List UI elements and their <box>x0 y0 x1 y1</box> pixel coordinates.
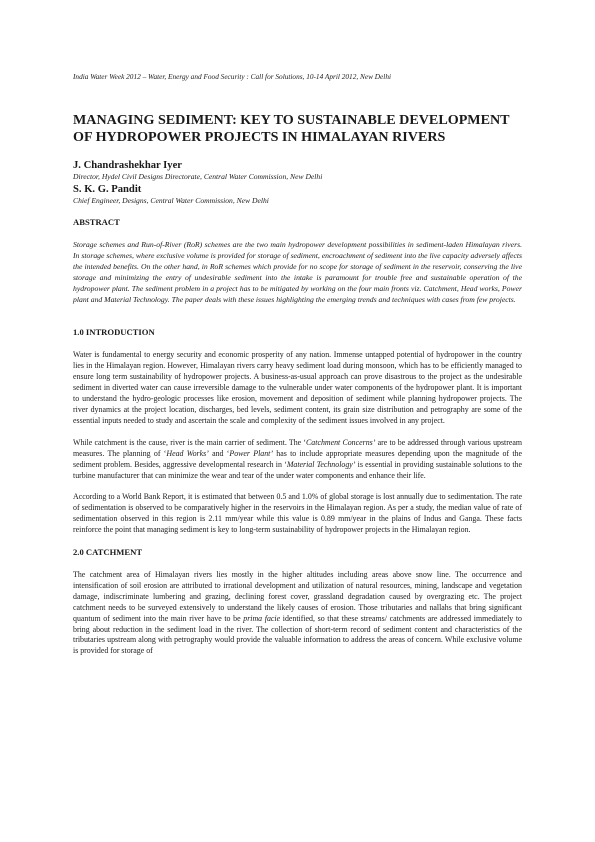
author-name: J. Chandrashekhar Iyer <box>73 160 182 171</box>
author-affiliation: Director, Hydel Civil Designs Directorate, Central Water Commission, New Delhi <box>73 172 323 181</box>
emphasis-run: Power Plant’ <box>229 448 273 458</box>
text-run: The catchment area of Himalayan rivers lies mostly in the higher altitudes including areas above snow line. The occurrence and intensification of soil erosion are attributed to irrational development and utilization of natural resources, mining, landscape and vegetation damage, indiscriminate lumbering and grazing, declining forest cover, grassland degradation caused by overgrazing etc. The project catchment needs to be surveyed extensively to understand the likely causes of erosion. Those tributaries and nallahs that bring significant quantum of sediment into the main river have to be <box>73 570 522 623</box>
body-paragraph: Water is fundamental to energy security and economic prosperity of any nation. Immense untapped potential of hydropower in the country lies in the Himalayan region. However, Himalayan rivers carry heavy sediment load during monsoon, which has to be efficiently managed to ensure long term sustainability of hydropower projects. A business-as-usual approach can prove disastrous to the project as the undesirable sediment in diverted water can cause irreversible damage to the vulnerable under water components of the hydropower plant. It is important to understand the hydro-geologic processes like erosion, movement and deposition of sediment while planning hydropower projects. The river dynamics at the project location, discharges, bed levels, sediment content, its grain size distribution and petrography are some of the essential inputs needed to study and ascertain the scale and complexity of the sediment issues involved in any project. <box>73 350 522 425</box>
emphasis-run: Head Works’ <box>166 448 209 458</box>
text-run: are to be addressed through various upstream measures. The planning of ‘ <box>73 437 522 458</box>
author-name: S. K. G. Pandit <box>73 184 142 195</box>
body-paragraph: According to a World Bank Report, it is estimated that between 0.5 and 1.0% of global storage is lost annually due to sedimentation. The rate of sedimentation is observed to be comparatively higher in the reservoirs in the Himalayan region. As per a study, the median value of rate of sedimentation observed in this region is 2.11 mm/year while this value is 0.89 mm/year in the plains of Indus and Ganga. These facts reinforce the point that managing sediment is key to long-term sustainability of hydropower projects in the Himalayan region. <box>73 492 522 535</box>
author-affiliation: Chief Engineer, Designs, Central Water Commission, New Delhi <box>73 196 269 205</box>
abstract-text: Storage schemes and Run-of-River (RoR) schemes are the two main hydropower development possibilities in sediment-laden Himalayan rivers. In storage schemes, where exclusive volume is provided for storage of sediment, encroachment of sediment into the live capacity adversely affects the intended benefits. On the other hand, in RoR schemes which provide for no scope for storage of sediment in the reservoir, conserving the live storage and minimizing the entry of undesirable sediment into the intake is paramount for trouble free and sustainable operation of the hydropower plant. The sediment problem in a project has to be mitigated by working on the four main fronts viz. Catchment, Head works, Power plant and Material Technology. The paper deals with these issues highlighting the emerging trends and techniques with cases from few projects. <box>73 240 522 304</box>
catchment-heading: 2.0 CATCHMENT <box>73 547 143 558</box>
emphasis-run: prima facie <box>243 613 281 623</box>
text-run: While catchment is the cause, river is the main carrier of sediment. The ‘ <box>73 437 307 447</box>
text-run: has to include appropriate measures depending upon the magnitude of the sediment problem. Besides, aggressive developmental research in ‘ <box>73 448 522 469</box>
emphasis-run: Material Technology’ <box>286 459 356 469</box>
abstract-heading: ABSTRACT <box>73 217 120 227</box>
text-run: identified, so that these streams/ catchments are addressed immediately to bring about reduction in the sediment load in the river. The collection of short-term record of sediment content and characteristics of the tributaries upstream along with petrography would provide the valuable information to address the areas of concern. While exclusive volume is provided for storage of <box>73 613 523 656</box>
body-paragraph <box>73 438 522 482</box>
introduction-heading: 1.0 INTRODUCTION <box>73 327 155 338</box>
running-header: India Water Week 2012 – Water, Energy and Food Security : Call for Solutions, 10-14 April 2012, New Delhi <box>73 72 391 81</box>
body-paragraph <box>73 570 522 657</box>
text-run: and ‘ <box>208 448 230 458</box>
paper-title: MANAGING SEDIMENT: KEY TO SUSTAINABLE DEVELOPMENT OF HYDROPOWER PROJECTS IN HIMALAYAN RIVERS <box>73 112 510 145</box>
emphasis-run: Catchment Concerns’ <box>306 437 376 447</box>
text-run: is essential in providing sustainable solutions to the turbine manufacturer that can minimize the wear and tear of the under water components and enhance their life. <box>73 459 523 480</box>
author-block <box>73 159 522 206</box>
